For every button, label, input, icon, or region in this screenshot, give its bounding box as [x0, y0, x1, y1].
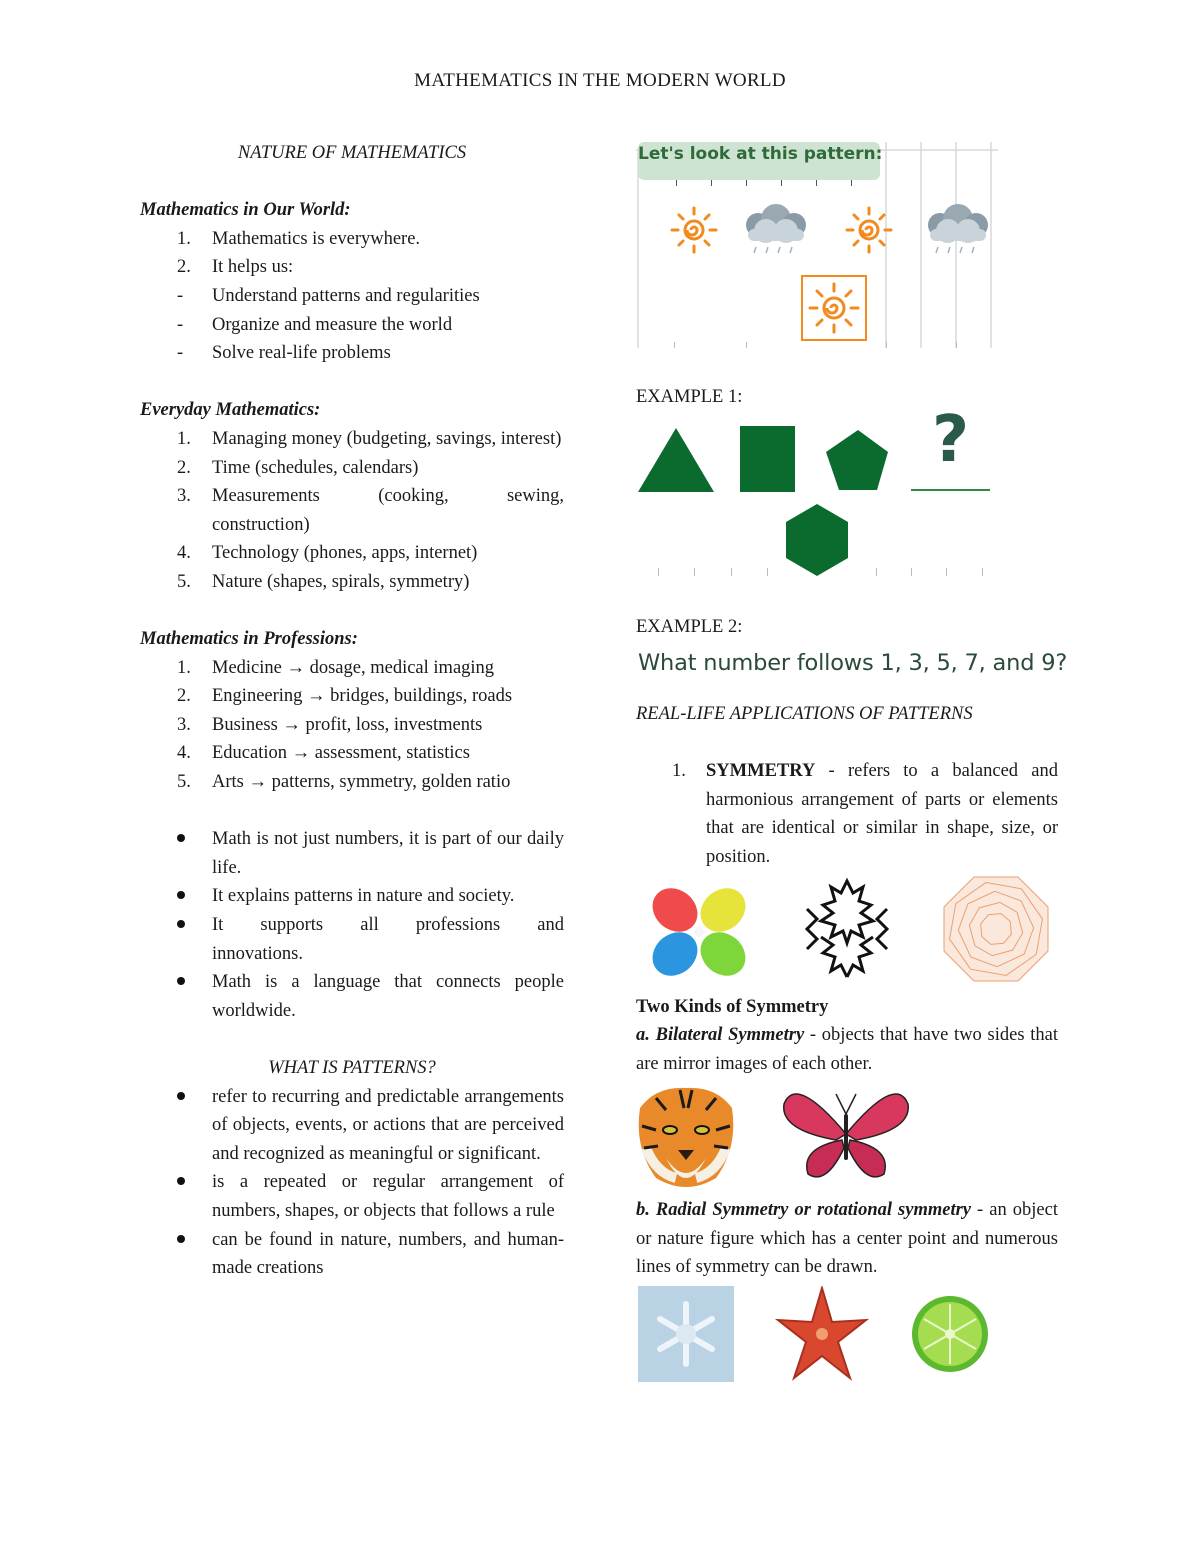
- professions-list: [140, 654, 564, 797]
- list-item: [140, 482, 564, 539]
- list-item: [140, 539, 564, 568]
- list-marker: 3.: [177, 714, 191, 735]
- list-text: Engineering → bridges, buildings, roads: [212, 686, 513, 707]
- radial-paragraph: [636, 1196, 1058, 1282]
- section-title-applications: REAL-LIFE APPLICATIONS OF PATTERNS: [636, 704, 973, 724]
- list-item: [140, 282, 564, 311]
- section-title-patterns: WHAT IS PATTERNS?: [268, 1058, 436, 1078]
- list-marker: 1.: [177, 228, 191, 249]
- nature-title-text: NATURE OF MATHEMATICS: [237, 143, 467, 163]
- symmetry-item: [636, 757, 1058, 871]
- snowflake-photo: [638, 1286, 734, 1382]
- example2-question: What number follows 1, 3, 5, 7, and 9?: [638, 650, 1068, 676]
- bullet-item: [140, 1168, 564, 1225]
- bullet-text: refer to recurring and predictable arrangements of objects, events, or actions that are perceived and recognized as meaningful or significant.: [212, 1086, 564, 1164]
- bilateral-term: a. Bilateral Symmetry: [636, 1025, 805, 1045]
- professions-heading: Mathematics in Professions:: [140, 629, 358, 650]
- example1-label: EXAMPLE 1:: [636, 387, 743, 407]
- bullet-text: can be found in nature, numbers, and human-made creations: [212, 1229, 564, 1279]
- sun-icon: [847, 208, 891, 252]
- bullet-dot-icon: [177, 825, 207, 854]
- butterfly: [784, 1094, 909, 1177]
- bullet-item: [140, 1226, 564, 1283]
- document-title: MATHEMATICS IN THE MODERN WORLD: [414, 70, 786, 91]
- symmetry-images-svg: [636, 874, 1058, 984]
- list-text: Solve real-life problems: [212, 343, 391, 364]
- list-text: Understand patterns and regularities: [212, 285, 480, 306]
- bullet-dot-icon: [177, 882, 207, 911]
- bilateral-paragraph: [636, 1021, 1058, 1078]
- list-text: Business → profit, loss, investments: [212, 714, 483, 735]
- radial-images: [638, 1286, 994, 1382]
- bullet-item: [140, 825, 564, 882]
- everyday-heading: Everyday Mathematics:: [140, 400, 321, 421]
- spiral-octagon: [944, 877, 1048, 981]
- list-text: Managing money (budgeting, savings, interest): [212, 428, 562, 449]
- list-item: [140, 425, 564, 454]
- triangle-shape: [638, 428, 714, 492]
- starfish: [778, 1288, 866, 1378]
- radial-term: b. Radial Symmetry or rotational symmetry: [636, 1200, 971, 1220]
- list-marker: 1.: [177, 657, 191, 678]
- pentagon-shape: [826, 430, 888, 490]
- question-mark: ?: [932, 403, 970, 477]
- lime-slice: [912, 1296, 988, 1372]
- symmetry-row: [636, 757, 1058, 871]
- two-kinds-heading: Two Kinds of Symmetry: [636, 997, 829, 1017]
- list-item: [140, 739, 564, 768]
- list-marker: 2.: [177, 457, 191, 478]
- list-item: [140, 682, 564, 711]
- radial-definition: - an object or nature figure which has a center point and numerous lines of symmetry can be drawn.: [636, 1200, 1058, 1278]
- radial-images-svg: [638, 1286, 994, 1382]
- math-world-heading: Mathematics in Our World:: [140, 200, 351, 221]
- bullet-text: It supports all professions and innovations.: [212, 915, 564, 964]
- list-text: Education → assessment, statistics: [212, 743, 470, 764]
- list-text: Arts → patterns, symmetry, golden ratio: [212, 772, 511, 793]
- hexagon-shape: [786, 504, 848, 576]
- section-title-nature: [140, 139, 564, 168]
- list-marker: 4.: [177, 543, 191, 564]
- square-shape: [740, 426, 795, 492]
- list-item: [140, 339, 564, 368]
- list-marker: 3.: [177, 486, 191, 507]
- bullet-item: [140, 1083, 564, 1169]
- bullet-text: is a repeated or regular arrangement of numbers, shapes, or objects that follows a rule: [212, 1172, 564, 1221]
- bullet-text: It explains patterns in nature and society.: [212, 886, 515, 907]
- example1-figure: [636, 403, 998, 582]
- list-marker: -: [177, 343, 184, 364]
- bullet-dot-icon: [177, 911, 207, 940]
- bullet-text: Math is not just numbers, it is part of our daily life.: [212, 829, 564, 878]
- bilateral-images: [636, 1082, 926, 1190]
- list-item: [140, 768, 564, 797]
- list-text: Organize and measure the world: [212, 314, 453, 335]
- list-marker: 5.: [177, 571, 191, 592]
- tiger-face: [639, 1088, 734, 1187]
- list-text: Medicine → dosage, medical imaging: [212, 657, 495, 678]
- list-marker: 2.: [177, 686, 191, 707]
- list-item: [140, 654, 564, 683]
- list-item: [140, 711, 564, 740]
- list-marker: -: [177, 314, 184, 335]
- list-text: Technology (phones, apps, internet): [212, 543, 478, 564]
- bullet-dot-icon: [177, 968, 207, 997]
- rain-cloud-icon: [928, 204, 988, 253]
- rain-cloud-icon: [746, 204, 806, 253]
- left-column: [140, 139, 564, 1283]
- example2-label: EXAMPLE 2:: [636, 617, 743, 637]
- list-marker: -: [177, 285, 184, 306]
- list-marker: 1.: [672, 761, 686, 781]
- bullet-dot-icon: [177, 1168, 207, 1197]
- list-item: [140, 311, 564, 340]
- bullet-item: [140, 911, 564, 968]
- petal-flower: [644, 879, 754, 984]
- list-text: Measurements (cooking, sewing, construction): [212, 486, 564, 535]
- list-marker: 1.: [177, 428, 191, 449]
- bilateral-definition: - objects that have two sides that are mirror images of each other.: [636, 1025, 1058, 1074]
- bullet-item: [140, 968, 564, 1025]
- list-item: [140, 225, 564, 254]
- bullet-item: [140, 882, 564, 911]
- list-item: [140, 568, 564, 597]
- pattern-figure-svg: [636, 142, 998, 348]
- bullet-text: Math is a language that connects people worldwide.: [212, 972, 564, 1021]
- bilateral-images-svg: [636, 1082, 926, 1190]
- list-marker: 5.: [177, 772, 191, 793]
- list-marker: 2.: [177, 257, 191, 278]
- pattern-banner-text: Let's look at this pattern:: [638, 144, 883, 164]
- math-world-list: [140, 225, 564, 368]
- symmetry-images: [636, 874, 1058, 984]
- snowflake: [807, 881, 887, 977]
- everyday-list: [140, 425, 564, 597]
- summary-bullets: [140, 825, 564, 1025]
- list-text: Mathematics is everywhere.: [212, 228, 421, 249]
- symmetry-definition: - refers to a balanced and harmonious arrangement of parts or elements that are identical or similar in shape, size, or position.: [706, 761, 1058, 867]
- list-item: [140, 454, 564, 483]
- list-text: It helps us:: [212, 257, 294, 278]
- list-text: Nature (shapes, spirals, symmetry): [212, 571, 470, 592]
- list-text: Time (schedules, calendars): [212, 457, 419, 478]
- list-item: [140, 253, 564, 282]
- pattern-figure: [636, 142, 998, 348]
- sun-icon: [672, 208, 716, 252]
- pattern-bullets: [140, 1083, 564, 1283]
- bullet-dot-icon: [177, 1226, 207, 1255]
- list-marker: 4.: [177, 743, 191, 764]
- symmetry-term: SYMMETRY: [706, 761, 816, 781]
- bullet-dot-icon: [177, 1083, 207, 1112]
